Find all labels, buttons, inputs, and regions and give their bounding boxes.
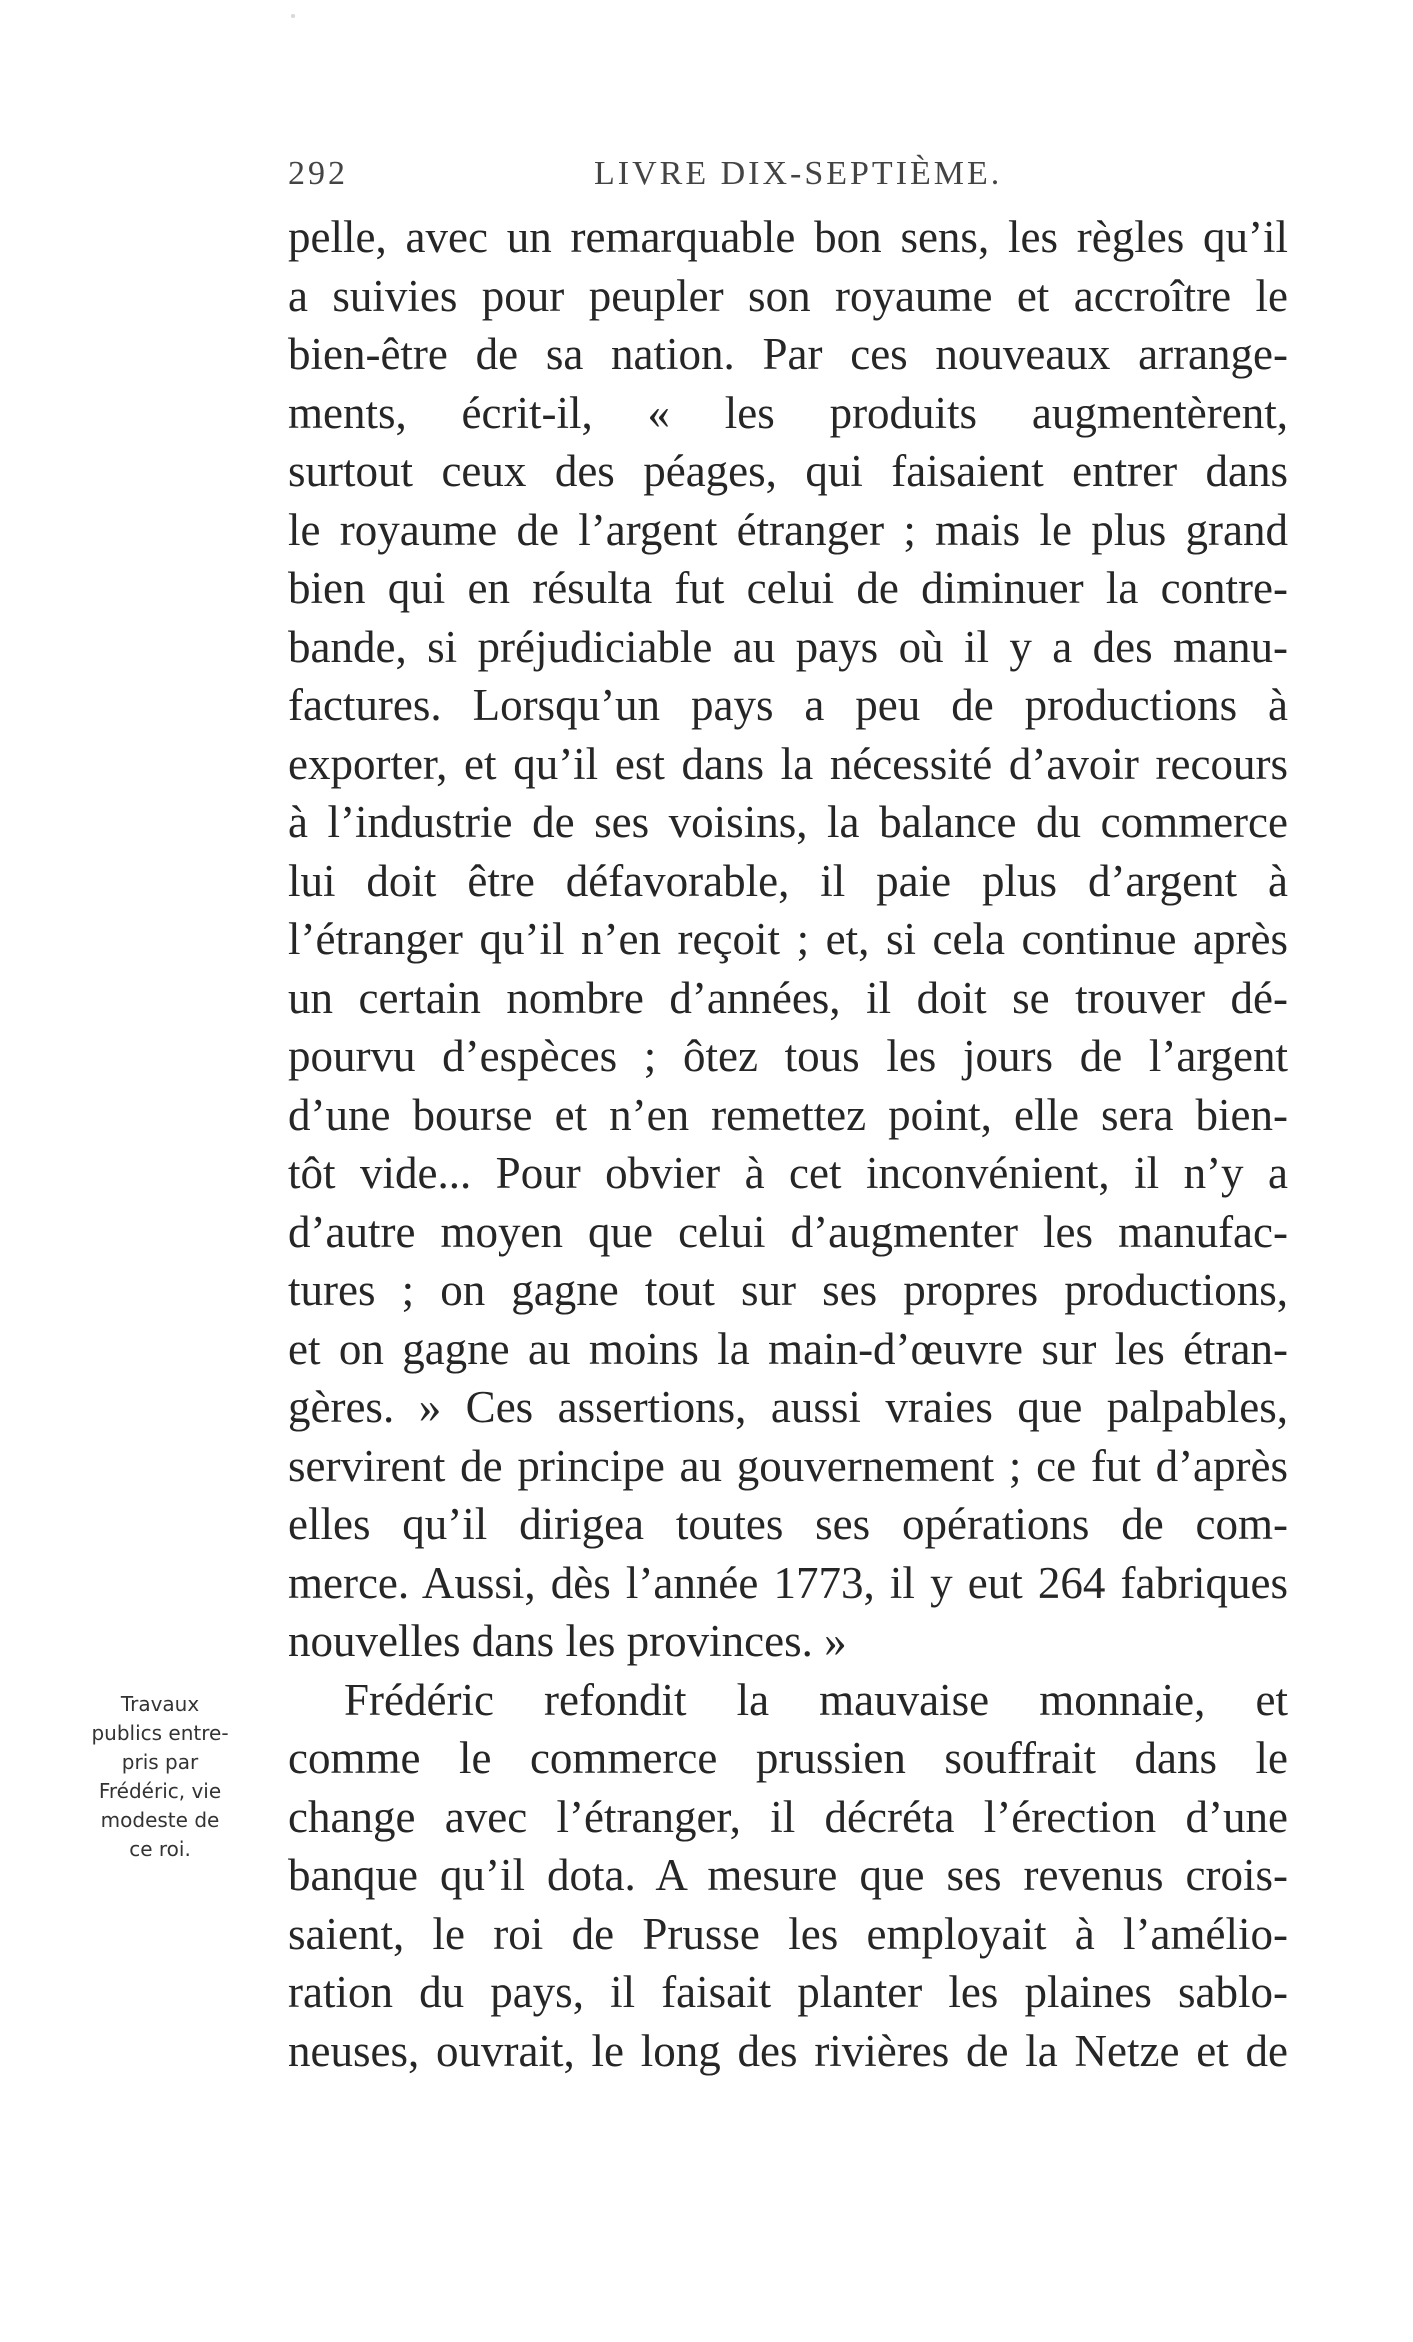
text-line: elles qu’il dirigea toutes ses opérations de com- (288, 1499, 1288, 1549)
text-line: change avec l’étranger, il décréta l’érection d’une (288, 1791, 1288, 1842)
text-line: pelle, avec un remarquable bon sens, les règles qu’il (288, 212, 1288, 262)
margin-note-line: Travaux (120, 1692, 200, 1716)
text-line: neuses, ouvrait, le long des rivières de la Netze et de (288, 2025, 1288, 2076)
margin-note (60, 1690, 260, 1864)
text-line: ments, écrit-il, « les produits augmentèrent, (288, 387, 1288, 438)
text-line: l’étranger qu’il n’en reçoit ; et, si cela continue après (288, 914, 1288, 964)
text-line: d’une bourse et n’en remettez point, elle sera bien- (288, 1089, 1288, 1140)
body-text (288, 208, 1288, 2080)
text-line: merce. Aussi, dès l’année 1773, il y eut 264 fabriques (288, 1557, 1288, 1608)
text-line: surtout ceux des péages, qui faisaient entrer dans (288, 446, 1288, 496)
text-line: et on gagne au moins la main-d’œuvre sur les étran- (288, 1323, 1288, 1374)
text-line: exporter, et qu’il est dans la nécessité d’avoir recours (288, 738, 1288, 789)
page-number: 292 (288, 155, 348, 192)
text-line: tôt vide... Pour obvier à cet inconvénient, il n’y a (288, 1148, 1288, 1198)
text-line: le royaume de l’argent étranger ; mais le plus grand (288, 504, 1288, 555)
text-line: banque qu’il dota. A mesure que ses revenus crois- (288, 1850, 1288, 1900)
text-line: lui doit être défavorable, il paie plus d’argent à (288, 855, 1288, 906)
text-line: à l’industrie de ses voisins, la balance du commerce (288, 797, 1288, 847)
margin-note-line: Frédéric, vie (98, 1779, 222, 1803)
text-line: pourvu d’espèces ; ôtez tous les jours de l’argent (288, 1031, 1288, 1081)
text-line: servirent de principe au gouvernement ; ce fut d’après (288, 1440, 1288, 1491)
text-line: factures. Lorsqu’un pays a peu de productions à (288, 680, 1288, 730)
margin-note-line: pris par (121, 1750, 199, 1774)
text-line: a suivies pour peupler son royaume et accroître le (288, 270, 1288, 321)
paragraph-end-line: nouvelles dans les provinces. » (288, 1616, 847, 1666)
text-line: ration du pays, il faisait planter les plaines sablo- (288, 1967, 1288, 2017)
text-line: tures ; on gagne tout sur ses propres productions, (288, 1265, 1288, 1315)
running-head (288, 155, 1288, 205)
text-line: bien qui en résulta fut celui de diminuer la contre- (288, 563, 1288, 613)
text-line: un certain nombre d’années, il doit se trouver dé- (288, 972, 1288, 1023)
book-title: LIVRE DIX-SEPTIÈME. (594, 155, 1003, 192)
text-line: saient, le roi de Prusse les employait à l’amélio- (288, 1908, 1288, 1959)
text-line: gères. » Ces assertions, aussi vraies que palpables, (288, 1382, 1288, 1432)
margin-note-line: modeste de (100, 1808, 220, 1832)
margin-note-line: publics entre- (91, 1721, 229, 1745)
margin-note-line: ce roi. (129, 1837, 191, 1861)
text-line: bien-être de sa nation. Par ces nouveaux arrange- (288, 329, 1288, 379)
text-line: comme le commerce prussien souffrait dans le (288, 1733, 1288, 1783)
text-line: bande, si préjudiciable au pays où il y a des manu- (288, 621, 1288, 672)
text-line: d’autre moyen que celui d’augmenter les manufac- (288, 1206, 1288, 1257)
paper-speck (291, 14, 295, 18)
paragraph-start-line: Frédéric refondit la mauvaise monnaie, et (344, 1674, 1288, 1725)
